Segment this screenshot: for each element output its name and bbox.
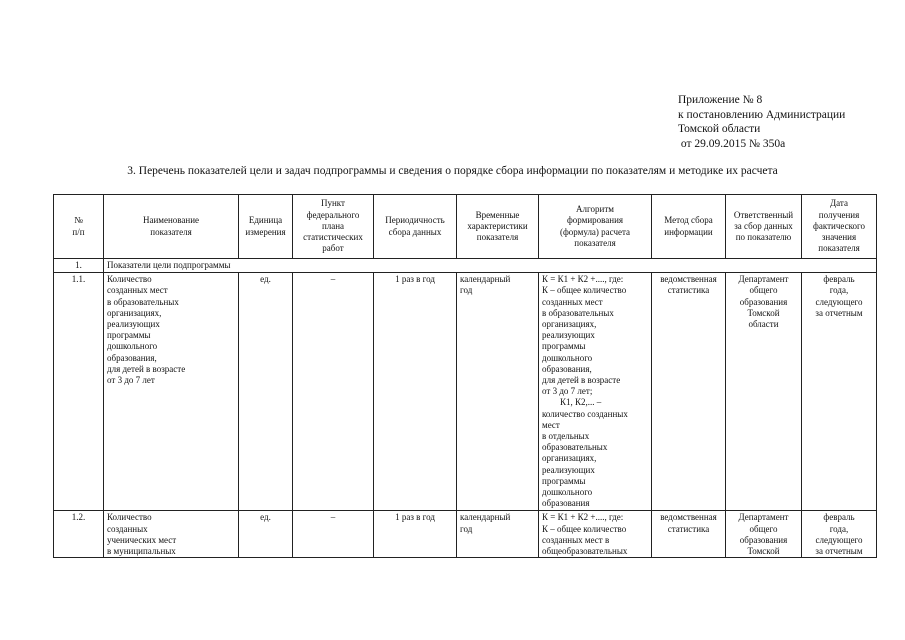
row-period: 1 раз в год bbox=[395, 512, 435, 523]
row-plan: – bbox=[293, 273, 374, 511]
section-label: Показатели цели подпрограммы bbox=[104, 259, 877, 273]
appendix-line-1: Приложение № 8 bbox=[678, 94, 763, 106]
row-name: Количество созданных мест в образовательных организациях, реализующих программы дошкольного образования, для детей в возрасте от 3 до 7 лет bbox=[104, 273, 239, 511]
document-title: 3. Перечень показателей цели и задач подпрограммы и сведения о порядке сбора информации по показателям и методике их расчета bbox=[127, 165, 778, 177]
indicators-table bbox=[53, 194, 877, 558]
section-row bbox=[54, 259, 877, 273]
table-header-row bbox=[54, 195, 877, 259]
appendix-line-2: к постановлению Администрации bbox=[678, 108, 846, 121]
appendix-line-4: от 29.09.2015 № 350а bbox=[678, 137, 786, 150]
row-algo: К = К1 + К2 +...., где: К – общее количество созданных мест в общеобразовательных bbox=[542, 512, 628, 557]
row-date: февраль года, следующего за отчетным bbox=[815, 512, 863, 557]
row-unit: ед. bbox=[260, 512, 271, 523]
table-row bbox=[54, 273, 877, 511]
row-time: календарный год bbox=[460, 512, 511, 534]
header-period: Периодичность сбора данных bbox=[374, 195, 457, 259]
header-unit: Единица измерения bbox=[239, 195, 293, 259]
row-plan: – bbox=[330, 512, 336, 523]
row-time: календарный год bbox=[457, 273, 539, 511]
row-num: 1.1. bbox=[54, 273, 104, 511]
row-method: ведомственная статистика bbox=[660, 512, 717, 534]
table-row bbox=[54, 511, 877, 558]
row-algo: К = К1 + К2 +...., где: К – общее количество созданных мест в образовательных организациях, реализующих программы дошкольного образования, для детей в возрасте от 3 до 7 лет; К1, К2,... – количество созданных мест в отдельных образовательных организациях, реализующих программы дошкольного образования bbox=[539, 273, 652, 511]
row-num: 1.2. bbox=[71, 512, 86, 523]
row-period: 1 раз в год bbox=[374, 273, 457, 511]
header-name: Наименование показателя bbox=[104, 195, 239, 259]
row-method: ведомственная статистика bbox=[652, 273, 726, 511]
header-resp: Ответственный за сбор данных по показателю bbox=[726, 195, 802, 259]
header-plan: Пункт федерального плана статистических работ bbox=[293, 195, 374, 259]
row-unit: ед. bbox=[239, 273, 293, 511]
appendix-block bbox=[678, 93, 845, 151]
header-date: Дата получения фактического значения показателя bbox=[802, 195, 877, 259]
row-date: февраль года, следующего за отчетным bbox=[802, 273, 877, 511]
row-name: Количество созданных ученических мест в муниципальных bbox=[107, 512, 177, 557]
row-resp: Департамент общего образования Томской области bbox=[726, 273, 802, 511]
appendix-line-3: Томской области bbox=[678, 123, 761, 136]
header-time: Временные характеристики показателя bbox=[457, 195, 539, 259]
header-algo: Алгоритм формирования (формула) расчета показателя bbox=[539, 195, 652, 259]
row-resp: Департамент общего образования Томской bbox=[738, 512, 789, 557]
section-num: 1. bbox=[54, 259, 104, 273]
header-num: № п/п bbox=[54, 195, 104, 259]
header-method: Метод сбора информации bbox=[652, 195, 726, 259]
